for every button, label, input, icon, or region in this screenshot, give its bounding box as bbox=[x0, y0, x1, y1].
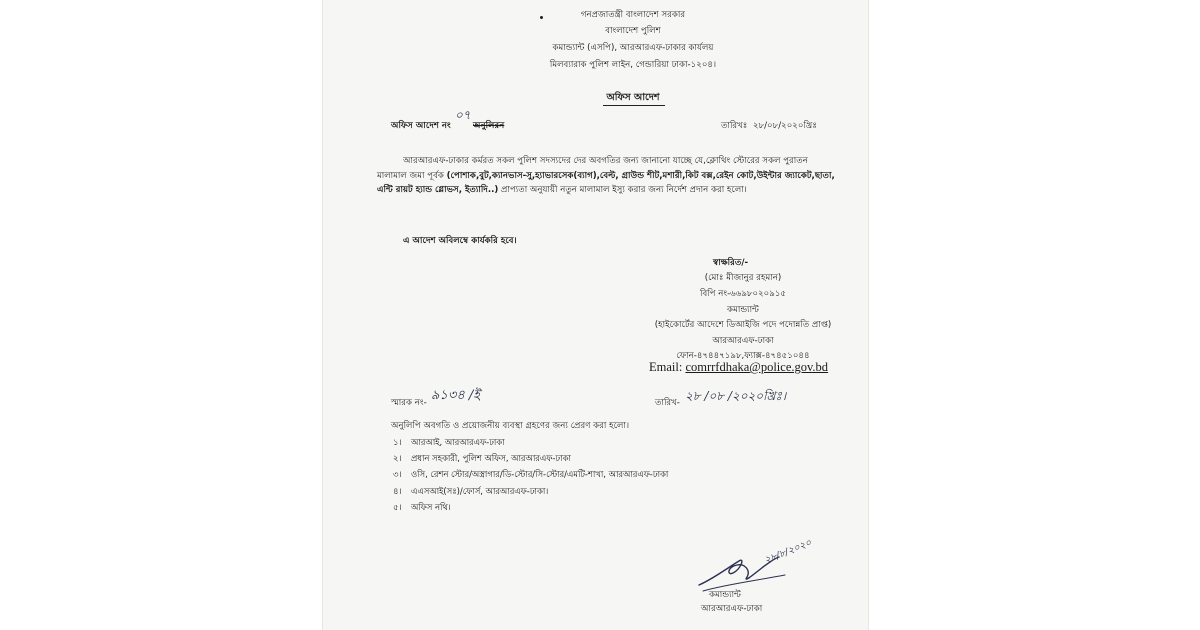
order-effective-note: এ আদেশ অবিলম্বে কার্যকরি হবে। bbox=[403, 236, 517, 246]
signature-date-handwritten: ২৮/৮/২০২০ bbox=[763, 537, 814, 567]
body-text-start: আরআরএফ-ঢাকার কর্মরত সকল পুলিশ সদস্যদের দের অবগতির জন্য জানানো যাচ্ছে যে,ক্লোথিং স্টোরের সকল পুরাতন মালামাল জমা পূর্বক bbox=[377, 156, 808, 181]
order-number-handwritten: ০৭ bbox=[455, 108, 471, 122]
document-page bbox=[323, 0, 868, 630]
order-body-paragraph bbox=[377, 154, 837, 198]
memo-number-handwritten: ৯১৩৪ /ই bbox=[431, 388, 481, 403]
memo-date-label: তারিখ- bbox=[655, 398, 680, 408]
list-item: ২। প্রধান সহকারী, পুলিশ অফিস, আরআরএফ-ঢাকা bbox=[393, 453, 571, 464]
header-office: কমান্ড্যান্ট (এসপি), আরআরএফ-ঢাকার কার্যলয় bbox=[552, 43, 714, 53]
document-title: অফিস আদেশ bbox=[606, 92, 660, 103]
email-link[interactable]: comrrfdhaka@police.gov.bd bbox=[685, 360, 829, 374]
list-item: ৩। ওসি, রেশন স্টোর/অস্ত্রাগার/ডি-স্টোর/সি-স্টোর/এমটি-শাখা, আরআরএফ-ঢাকা bbox=[393, 469, 669, 480]
signatory-contact: ফোন-৪৭৪৪৭১৯৮,ফ্যাক্স-৪৭৪৫১০৪৪ bbox=[676, 351, 810, 361]
signatory-bp-number: বিপি নং-৬৬৯৮০২০৯১৫ bbox=[699, 289, 786, 299]
memo-date-value: ২৮ /০৮ /২০২০খ্রিঃ। bbox=[685, 389, 787, 403]
list-item: ৫। অফিস নথি। bbox=[393, 501, 451, 512]
signatory-unit: আরআরএফ-ঢাকা bbox=[712, 336, 774, 346]
title-underline bbox=[603, 105, 665, 106]
copy-intro: অনুলিপি অবগতি ও প্রয়োজনীয় ব্যবস্থা গ্রহণের জন্য প্রেরণ করা হলো। bbox=[391, 421, 630, 431]
header-govt: গনপ্রজাতন্ত্রী বাংলাদেশ সরকার bbox=[580, 10, 686, 20]
body-text-end: প্রাপ্যতা অনুযায়ী নতুন মালামাল ইস্যু করার জন্য নির্দেশ প্রদান করা হলো। bbox=[501, 185, 747, 195]
footer-designation: কমান্ড্যান্ট bbox=[709, 590, 741, 600]
list-item: ৪। এএসআই(সঃ)/ফোর্স, আরআরএফ-ঢাকা। bbox=[393, 485, 549, 496]
email-label: Email: bbox=[649, 360, 683, 374]
copy-recipient-list bbox=[393, 434, 668, 515]
order-number-label: অফিস আদেশ নং bbox=[391, 121, 451, 131]
signatory-designation: কমান্ড্যান্ট bbox=[727, 305, 759, 315]
header-address: মিলব্যারাক পুলিশ লাইন, গেন্ডারিয়া ঢাকা-১২০৪। bbox=[549, 60, 717, 70]
body-items-list: (পোশাক,বুট,ক্যানভাস-সু,হ্যাভারসেক(ব্যাগ),বেল্ট, গ্রাউন্ড শীট,মশারী,কিট বক্স,রেইন কোট,উইন্টার জ্যাকেট,ছাতা, এন্টি রায়ট হ্যান্ড গ্লোভস, ইত্যাদি..) bbox=[377, 170, 835, 195]
order-date-value: ২৮/০৮/২০২০খ্রিঃ bbox=[753, 121, 817, 131]
signatory-email-line bbox=[649, 362, 828, 373]
signatory-promotion-note: (হাইকোর্টের আদেশে ডিআইজি পদে পদোন্নতি প্রাপ্ত) bbox=[654, 320, 832, 330]
header-police: বাংলাদেশ পুলিশ bbox=[605, 26, 661, 36]
list-item: ১। আরআই, আরআরএফ-ঢাকা bbox=[393, 437, 505, 447]
order-date-label: তারিখঃ bbox=[721, 121, 748, 131]
memo-label: স্মারক নং- bbox=[391, 398, 427, 408]
signatory-name: (মোঃ মীজানুর রহমান) bbox=[704, 273, 782, 283]
footer-unit: আরআরএফ-ঢাকা bbox=[701, 604, 763, 614]
order-struck-text: অনুলিরন bbox=[473, 121, 505, 131]
signed-mark: স্বাক্ষরিত/- bbox=[713, 258, 749, 268]
